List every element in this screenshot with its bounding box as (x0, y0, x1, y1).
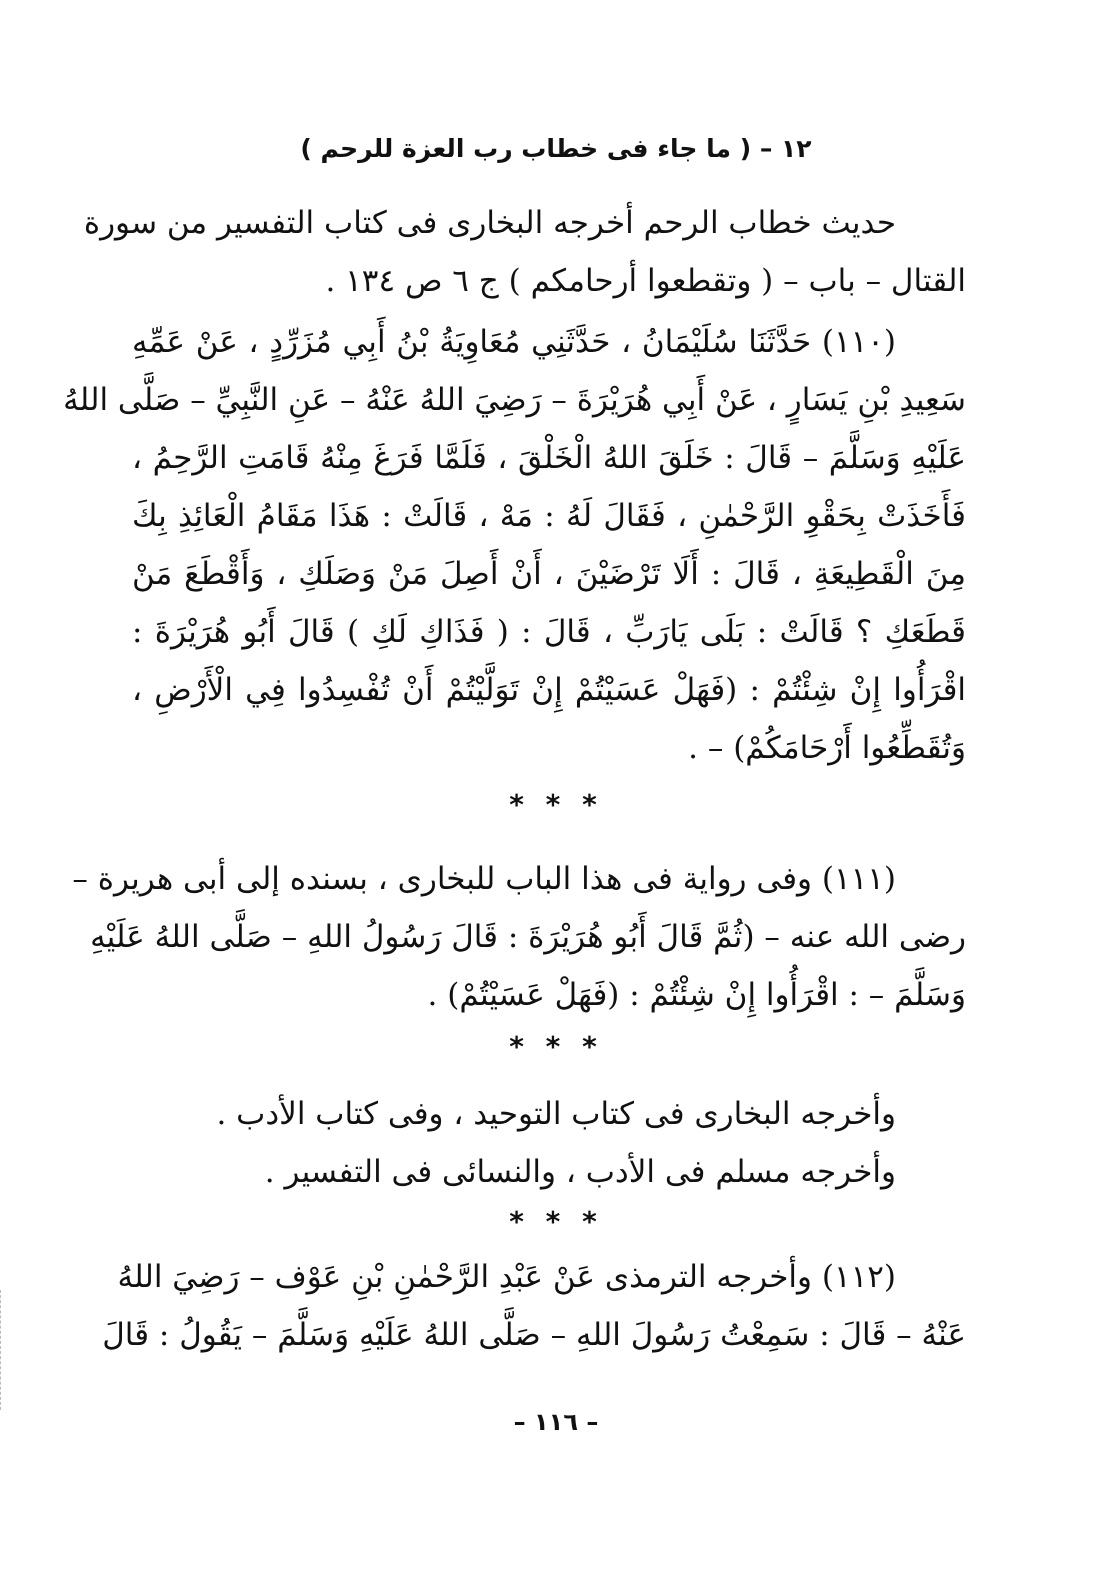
text-line: اقْرَأُوا إِنْ شِئْتُمْ : (فَهَلْ عَسَيْتُمْ إِنْ تَوَلَّيْتُمْ أَنْ تُفْسِدُوا فِي الْأَرْضِ ، (132, 672, 966, 708)
text-line: وَتُقَطِّعُوا أَرْحَامَكُمْ) – . (688, 730, 966, 766)
hadith-111 (72, 850, 966, 1024)
intro-paragraph (83, 194, 966, 310)
text-line: قَطَعَكِ ؟ قَالَتْ : بَلَى يَارَبِّ ، قَالَ : ( فَذَاكِ لَكِ ) قَالَ أَبُو هُرَيْرَةَ : (132, 614, 966, 650)
text-line: فَأَخَذَتْ بِحَقْوِ الرَّحْمٰنِ ، فَقَالَ لَهُ : مَهْ ، قَالَتْ : هَذَا مَقَامُ الْعَائِذِ بِكَ (132, 498, 966, 534)
text-line: رضى الله عنه – (ثُمَّ قَالَ أَبُو هُرَيْرَةَ : قَالَ رَسُولُ اللهِ – صَلَّى اللهُ عَلَيْهِ (90, 919, 966, 955)
section-separator: * * * (509, 1030, 603, 1063)
section-separator: * * * (509, 1205, 603, 1238)
text-line: وَسَلَّمَ – : اقْرَأُوا إِنْ شِئْتُمْ : (فَهَلْ عَسَيْتُمْ) . (427, 977, 966, 1013)
scan-edge-mark (0, 1290, 4, 1410)
section-heading: ١٢ – ( ما جاء فى خطاب رب العزة للرحم ) (300, 134, 812, 163)
text-line: عَلَيْهِ وَسَلَّمَ – قَالَ : خَلَقَ اللهُ الْخَلْقَ ، فَلَمَّا فَرَغَ مِنْهُ قَامَتِ الرَّحِمُ ، (132, 440, 966, 476)
hadith-110 (63, 313, 966, 777)
hadith-112 (102, 1248, 966, 1364)
text-line: عَنْهُ – قَالَ : سَمِعْتُ رَسُولَ اللهِ – صَلَّى اللهُ عَلَيْهِ وَسَلَّمَ – يَقُولُ : قَالَ (102, 1317, 966, 1353)
text-line: وأخرجه مسلم فى الأدب ، والنسائى فى التفسير . (264, 1154, 896, 1190)
text-line: (١١٠) حَدَّثَنَا سُلَيْمَانُ ، حَدَّثَنِي مُعَاوِيَةُ بْنُ أَبِي مُزَرِّدٍ ، عَنْ عَمِّهِ (132, 324, 896, 360)
text-line: (١١١) وفى رواية فى هذا الباب للبخارى ، بسنده إلى أبى هريرة – (72, 861, 896, 897)
text-line: وأخرجه البخارى فى كتاب التوحيد ، وفى كتاب الأدب . (216, 1096, 896, 1132)
text-line: حديث خطاب الرحم أخرجه البخارى فى كتاب التفسير من سورة (83, 205, 896, 241)
text-line: سَعِيدِ بْنِ يَسَارٍ ، عَنْ أَبِي هُرَيْرَةَ – رَضِيَ اللهُ عَنْهُ – عَنِ النَّبِيِّ – صَلَّى اللهُ (63, 382, 966, 418)
takhrij-paragraph (132, 1085, 966, 1201)
section-separator: * * * (509, 788, 603, 821)
text-line: (١١٢) وأخرجه الترمذى عَنْ عَبْدِ الرَّحْمٰنِ بْنِ عَوْف – رَضِيَ اللهُ (117, 1259, 896, 1295)
text-line: القتال – باب – ( وتقطعوا أرحامكم ) ج ٦ ص ١٣٤ . (325, 263, 966, 299)
page-number: – ١١٦ – (513, 1408, 599, 1436)
text-line: مِنَ الْقَطِيعَةِ ، قَالَ : أَلَا تَرْضَيْنَ ، أَنْ أَصِلَ مَنْ وَصَلَكِ ، وَأَقْطَعَ مَنْ (132, 556, 966, 592)
